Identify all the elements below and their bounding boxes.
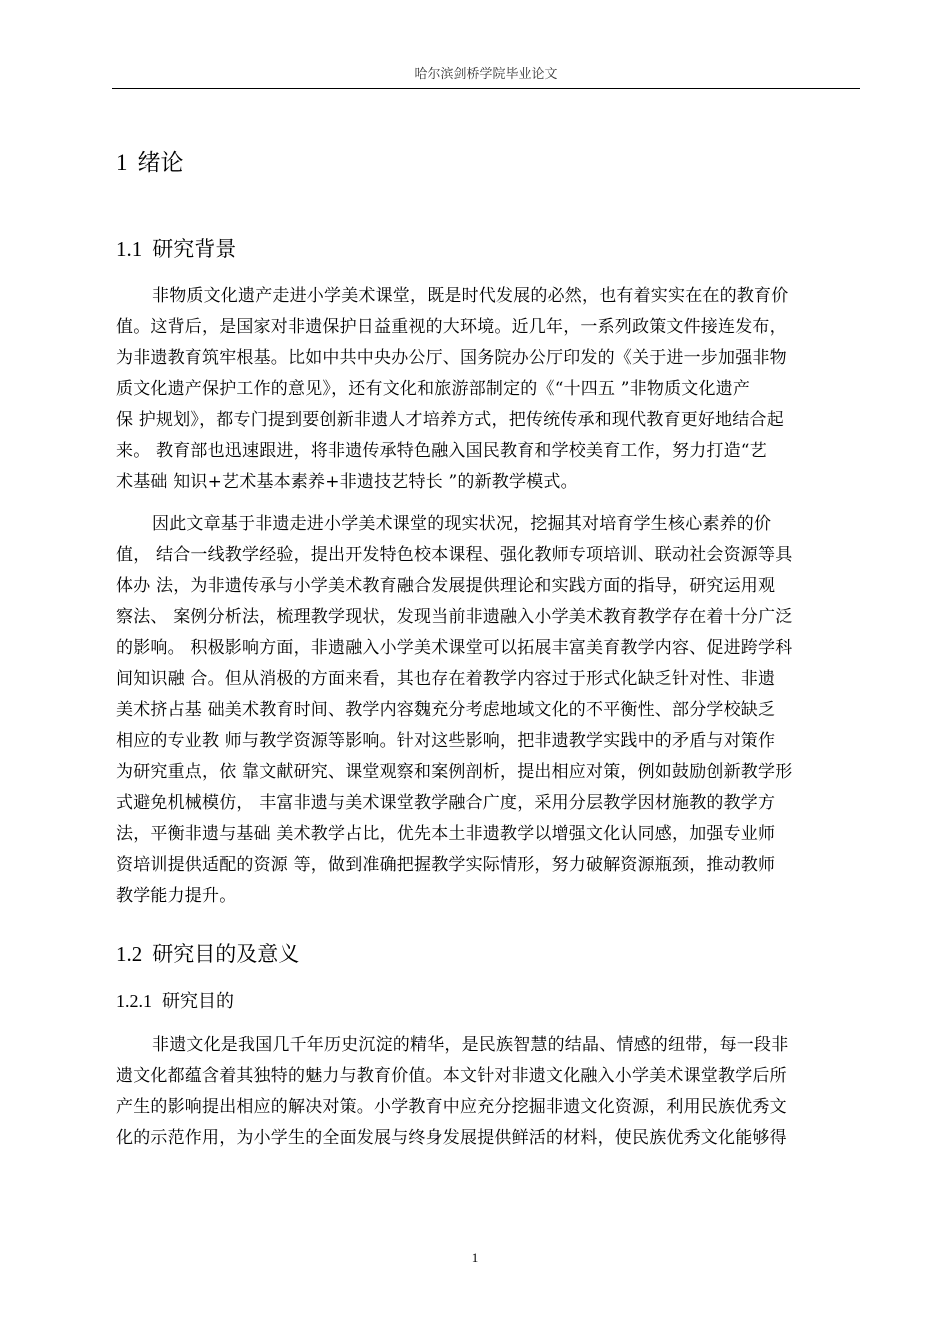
section-heading-1-2 xyxy=(116,938,299,970)
text-line: 遗文化都蕴含着其独特的魅力与教育价值。本文针对非遗文化融入小学美术课堂教学后所 xyxy=(116,1066,787,1086)
subsection-title: 研究目的 xyxy=(162,991,234,1012)
section-number: 1.1 xyxy=(116,237,143,261)
page-number: 1 xyxy=(471,1250,479,1265)
text-line: 教学能力提升。 xyxy=(116,886,237,906)
text-line: 值， 结合一线教学经验，提出开发特色校本课程、强化教师专项培训、联动社会资源等具 xyxy=(116,545,793,565)
text-line: 间知识融 合。但从消极的方面来看，其也存在着教学内容过于形式化缺乏针对性、非遗 xyxy=(116,669,776,689)
text-line: 为研究重点，依 靠文献研究、课堂观察和案例剖析，提出相应对策，例如鼓励创新教学形 xyxy=(116,762,793,782)
subsection-heading-1-2-1 xyxy=(116,987,234,1016)
text-line: 非遗文化是我国几千年历史沉淀的精华，是民族智慧的结晶、情感的纽带，每一段非 xyxy=(152,1035,789,1055)
text-line: 美术挤占基 础美术教育时间、教学内容魏充分考虑地域文化的不平衡性、部分学校缺乏 xyxy=(116,700,776,720)
section-heading-1-1 xyxy=(116,233,236,265)
chapter-title: 绪论 xyxy=(137,150,184,176)
text-line: 化的示范作用，为小学生的全面发展与终身发展提供鲜活的材料，使民族优秀文化能够得 xyxy=(116,1128,787,1148)
text-line: 相应的专业教 师与教学资源等影响。针对这些影响，把非遗教学实践中的矛盾与对策作 xyxy=(116,731,776,751)
text-line: 式避免机械模仿， 丰富非遗与美术课堂教学融合广度，采用分层教学因材施教的教学方 xyxy=(116,793,776,813)
paragraph-background-1 xyxy=(116,281,868,498)
header-rule xyxy=(112,88,860,89)
running-header: 哈尔滨剑桥学院毕业论文 xyxy=(414,67,558,82)
section-title: 研究背景 xyxy=(152,237,237,261)
section-number: 1.2 xyxy=(116,942,143,966)
text-line: 非物质文化遗产走进小学美术课堂，既是时代发展的必然，也有着实实在在的教育价 xyxy=(152,286,789,306)
text-line: 保 护规划》，都专门提到要创新非遗人才培养方式，把传统传承和现代教育更好地结合起 xyxy=(116,410,784,430)
paragraph-background-2 xyxy=(116,509,868,912)
paragraph-purpose-1 xyxy=(116,1030,868,1154)
text-line: 察法、 案例分析法，梳理教学现状，发现当前非遗融入小学美术教育教学存在着十分广泛 xyxy=(116,607,793,627)
text-line: 质文化遗产保护工作的意见》，还有文化和旅游部制定的《“十四五 ”非物质文化遗产 xyxy=(116,379,751,399)
text-line: 产生的影响提出相应的解决对策。小学教育中应充分挖掘非遗文化资源，利用民族优秀文 xyxy=(116,1097,787,1117)
chapter-heading xyxy=(116,146,184,180)
text-line: 法，平衡非遗与基础 美术教学占比，优先本土非遗教学以增强文化认同感，加强专业师 xyxy=(116,824,776,844)
text-line: 资培训提供适配的资源 等，做到准确把握教学实际情形，努力破解资源瓶颈，推动教师 xyxy=(116,855,776,875)
subsection-number: 1.2.1 xyxy=(116,991,152,1011)
text-line: 为非遗教育筑牢根基。比如中共中央办公厅、国务院办公厅印发的《关于进一步加强非物 xyxy=(116,348,787,368)
section-title: 研究目的及意义 xyxy=(152,942,300,966)
text-line: 因此文章基于非遗走进小学美术课堂的现实状况，挖掘其对培育学生核心素养的价 xyxy=(152,514,772,534)
chapter-number: 1 xyxy=(116,150,128,175)
text-line: 体办 法，为非遗传承与小学美术教育融合发展提供理论和实践方面的指导，研究运用观 xyxy=(116,576,776,596)
text-line: 的影响。 积极影响方面，非遗融入小学美术课堂可以拓展丰富美育教学内容、促进跨学科 xyxy=(116,638,793,658)
text-line: 术基础 知识+艺术基本素养+非遗技艺特长 ”的新教学模式。 xyxy=(116,472,578,492)
text-line: 来。 教育部也迅速跟进，将非遗传承特色融入国民教育和学校美育工作，努力打造“艺 xyxy=(116,441,767,461)
text-line: 值。这背后，是国家对非遗保护日益重视的大环境。近几年，一系列政策文件接连发布， xyxy=(116,317,787,337)
